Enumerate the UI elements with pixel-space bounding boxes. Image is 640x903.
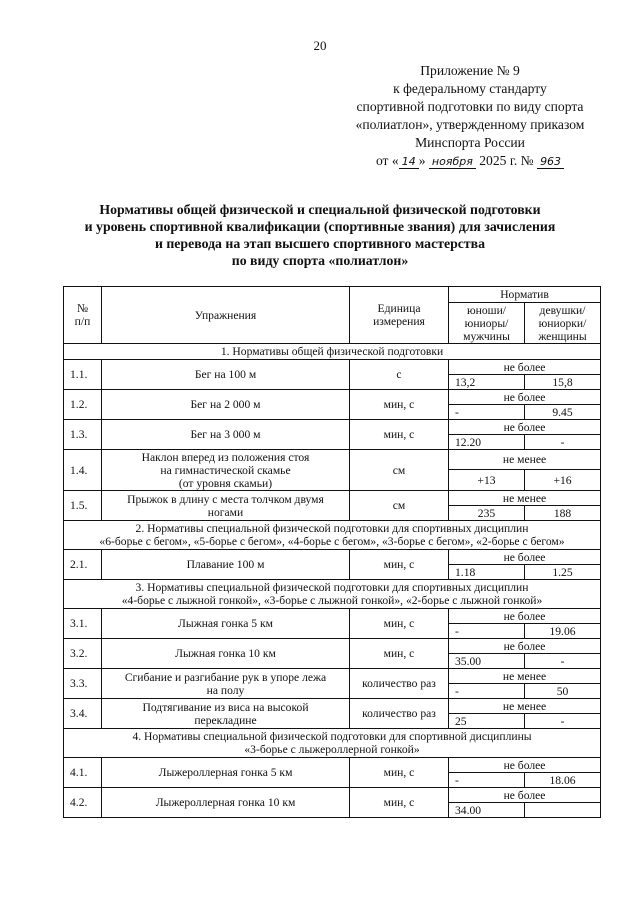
row-value-male: - [449,773,525,788]
annex-line: Минспорта России [415,135,525,150]
section-title: 1. Нормативы общей физической подготовки [64,344,601,360]
row-value-female: 9.45 [525,405,601,420]
row-value-male: - [449,684,525,699]
row-number: 3.2. [64,639,102,669]
row-limit: не более [449,420,601,435]
row-value-male: 1.18 [449,565,525,580]
row-exercise: Подтягивание из виса на высокой перекладине [102,699,350,729]
row-value-female: 18.06 [525,773,601,788]
table-row [64,788,601,803]
table-row [64,491,601,506]
row-value-male: 35.00 [449,654,525,669]
date-month: ноября [429,155,476,169]
row-limit: не более [449,788,601,803]
row-value-female [525,803,601,818]
row-exercise: Лыжная гонка 5 км [102,609,350,639]
row-value-female: 188 [525,506,601,521]
row-number: 2.1. [64,550,102,580]
row-limit: не менее [449,669,601,684]
title-line: и уровень спортивной квалификации (спортивные звания) для зачисления [84,219,556,234]
row-value-female: - [525,654,601,669]
row-exercise: Бег на 2 000 м [102,390,350,420]
table-row [64,609,601,624]
row-unit: количество раз [350,699,449,729]
header-male: юноши/ юниоры/ мужчины [449,303,525,344]
table-row [64,758,601,773]
row-exercise: Сгибание и разгибание рук в упоре лежа на полу [102,669,350,699]
row-unit: мин, с [350,390,449,420]
row-limit: не более [449,609,601,624]
document-title [0,201,640,269]
row-number: 1.2. [64,390,102,420]
row-unit: мин, с [350,550,449,580]
row-value-male: 235 [449,506,525,521]
row-value-male: 13,2 [449,375,525,390]
annex-date-line [330,152,610,171]
table-row [64,639,601,654]
annex-header [330,62,610,171]
row-limit: не менее [449,491,601,506]
table-row [64,390,601,405]
table-row [64,669,601,684]
row-unit: мин, с [350,758,449,788]
norms-table [63,286,601,818]
row-limit: не более [449,758,601,773]
row-number: 1.5. [64,491,102,521]
row-limit: не более [449,550,601,565]
header-num: № п/п [64,287,102,344]
annex-line: спортивной подготовки по виду спорта [356,99,584,114]
header-female: девушки/ юниорки/ женщины [525,303,601,344]
row-exercise: Плавание 100 м [102,550,350,580]
row-unit: см [350,450,449,491]
table-row [64,450,601,470]
date-prefix: от « [375,153,399,168]
row-exercise: Бег на 3 000 м [102,420,350,450]
row-limit: не более [449,390,601,405]
row-unit: мин, с [350,788,449,818]
row-number: 1.4. [64,450,102,491]
row-value-male: 12.20 [449,435,525,450]
annex-line: «полиатлон», утвержденному приказом [355,117,585,132]
row-unit: см [350,491,449,521]
row-number: 3.3. [64,669,102,699]
table-row [64,360,601,375]
section-title: 2. Нормативы специальной физической подготовки для спортивных дисциплин «6-борье с бегом», «5-борье с бегом», «4-борье с бегом», «3-борье с бегом», «2-борье с бегом» [64,521,601,550]
table-row [64,699,601,714]
row-exercise: Лыжероллерная гонка 5 км [102,758,350,788]
title-line: по виду спорта «полиатлон» [231,253,409,268]
row-value-female: 1.25 [525,565,601,580]
row-number: 1.1. [64,360,102,390]
row-exercise: Наклон вперед из положения стоя на гимнастической скамье (от уровня скамьи) [102,450,350,491]
section-title: 3. Нормативы специальной физической подготовки для спортивных дисциплин «4-борье с лыжной гонкой», «3-борье с лыжной гонкой», «2-борье с лыжной гонкой» [64,580,601,609]
row-value-female: 50 [525,684,601,699]
title-line: Нормативы общей физической и специальной физической подготовки [99,202,541,217]
row-value-male: 25 [449,714,525,729]
table-row [64,420,601,435]
page-number: 20 [313,38,327,53]
row-unit: мин, с [350,609,449,639]
row-limit: не более [449,360,601,375]
row-exercise: Лыжная гонка 10 км [102,639,350,669]
header-norm: Норматив [449,287,601,303]
row-unit: количество раз [350,669,449,699]
header-unit: Единица измерения [350,287,449,344]
annex-line: к федеральному стандарту [393,81,547,96]
table-row [64,550,601,565]
row-value-male: - [449,405,525,420]
row-value-male: - [449,624,525,639]
row-number: 4.2. [64,788,102,818]
row-value-female: +16 [525,470,601,491]
title-line: и перевода на этап высшего спортивного мастерства [154,236,486,251]
row-number: 4.1. [64,758,102,788]
row-value-female: 15,8 [525,375,601,390]
row-exercise: Бег на 100 м [102,360,350,390]
row-exercise: Лыжероллерная гонка 10 км [102,788,350,818]
row-number: 3.4. [64,699,102,729]
row-unit: мин, с [350,420,449,450]
row-limit: не менее [449,450,601,470]
row-limit: не менее [449,699,601,714]
row-value-male: 34.00 [449,803,525,818]
order-number: 963 [537,155,564,169]
row-value-female: - [525,435,601,450]
date-mid: » [418,153,426,168]
header-exercise: Упражнения [102,287,350,344]
section-title: 4. Нормативы специальной физической подготовки для спортивной дисциплины «3-борье с лыжероллерной гонкой» [64,729,601,758]
row-unit: с [350,360,449,390]
row-value-male: +13 [449,470,525,491]
annex-line: Приложение № 9 [420,63,520,78]
row-number: 1.3. [64,420,102,450]
row-limit: не более [449,639,601,654]
row-number: 3.1. [64,609,102,639]
row-exercise: Прыжок в длину с места толчком двумя ногами [102,491,350,521]
date-year: 2025 г. № [479,153,534,168]
row-unit: мин, с [350,639,449,669]
row-value-female: 19.06 [525,624,601,639]
row-value-female: - [525,714,601,729]
date-day: 14 [399,155,419,169]
